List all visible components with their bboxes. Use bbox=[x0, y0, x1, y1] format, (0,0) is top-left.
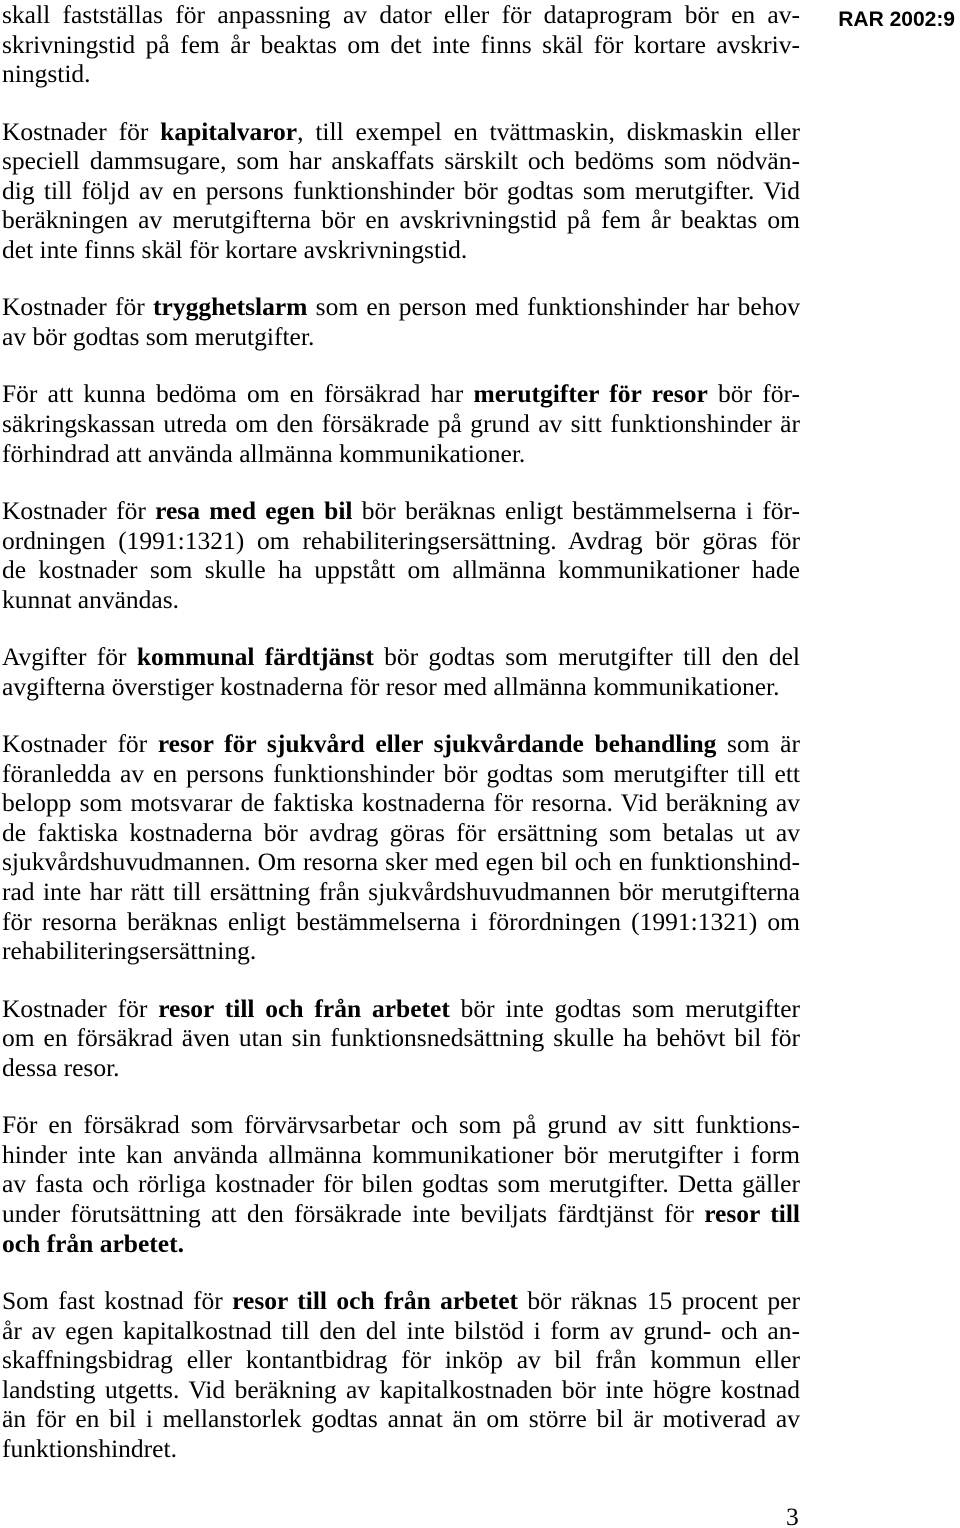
text-line bbox=[2, 235, 800, 265]
text-line bbox=[2, 1140, 800, 1170]
bold-term: kapitalvaror bbox=[160, 116, 298, 146]
text-line bbox=[2, 1110, 800, 1140]
text-run: skrivningstid på fem år beaktas om det inte finns skäl för kortare avskriv- bbox=[2, 29, 800, 59]
bold-term: resor till och från arbetet bbox=[158, 993, 450, 1023]
text-run: föranledda av en persons funktionshinder bör godtas som merutgifter till ett bbox=[2, 758, 800, 788]
text-line bbox=[2, 672, 800, 702]
text-line bbox=[2, 936, 800, 966]
text-run: speciell dammsugare, som har anskaffats särskilt och bedöms som nödvän- bbox=[2, 146, 800, 176]
text-run: dig till följd av en persons funktionshinder bör godtas som merutgifter. Vid bbox=[2, 175, 800, 205]
text-run: Kostnader för bbox=[2, 292, 154, 322]
text-line bbox=[2, 555, 800, 585]
document-code-header: RAR 2002:9 bbox=[838, 8, 955, 31]
paragraph bbox=[2, 0, 800, 89]
text-line bbox=[2, 1286, 800, 1316]
bold-term: trygghetslarm bbox=[153, 292, 308, 322]
text-run: än för en bil i mellanstorlek godtas annat än om större bil är motiverad av bbox=[2, 1404, 800, 1434]
text-line bbox=[2, 292, 800, 322]
text-run: , till exempel en tvättmaskin, diskmaskin eller bbox=[297, 116, 800, 146]
text-line bbox=[2, 1023, 800, 1053]
text-run: Som fast kostnad för bbox=[2, 1285, 233, 1315]
text-run: hinder inte kan använda allmänna kommunikationer bör merutgifter i form bbox=[2, 1139, 800, 1169]
text-run: förhindrad att använda allmänna kommunikationer. bbox=[2, 438, 526, 468]
bold-term: kommunal färdtjänst bbox=[136, 642, 374, 672]
text-run: dessa resor. bbox=[2, 1052, 120, 1082]
text-run: Kostnader för bbox=[2, 495, 156, 525]
text-run: de faktiska kostnaderna bör avdrag göras för ersättning som betalas ut av bbox=[2, 817, 800, 847]
bold-term: resor till bbox=[704, 1198, 800, 1228]
bold-term: merutgifter för resor bbox=[473, 379, 708, 409]
text-run: för resorna beräknas enligt bestämmelserna i förordningen (1991:1321) om bbox=[2, 906, 800, 936]
text-run: funktionshindret. bbox=[2, 1433, 177, 1463]
text-line bbox=[2, 818, 800, 848]
text-line bbox=[2, 146, 800, 176]
text-run: det inte finns skäl för kortare avskrivningstid. bbox=[2, 234, 468, 264]
text-line bbox=[2, 642, 800, 672]
text-run: bör beräknas enligt bestämmelserna i för- bbox=[352, 495, 800, 525]
paragraph bbox=[2, 117, 800, 265]
bold-term: resor till och från arbetet bbox=[232, 1285, 519, 1315]
text-line bbox=[2, 585, 800, 615]
text-line bbox=[2, 1229, 800, 1259]
paragraph bbox=[2, 496, 800, 614]
text-run: bör för- bbox=[707, 379, 801, 409]
paragraph bbox=[2, 994, 800, 1083]
text-run: ningstid. bbox=[2, 59, 91, 89]
text-line bbox=[2, 379, 800, 409]
text-run: de kostnader som skulle ha uppstått om allmänna kommunikationer hade bbox=[2, 555, 800, 585]
text-run: som en person med funktionshinder har behov bbox=[307, 292, 800, 322]
text-line bbox=[2, 30, 800, 60]
text-line bbox=[2, 729, 800, 759]
text-line bbox=[2, 0, 800, 30]
text-run: beräkningen av merutgifterna bör en avskrivningstid på fem år beaktas om bbox=[2, 205, 800, 235]
text-line bbox=[2, 1053, 800, 1083]
text-run: som är bbox=[716, 729, 800, 759]
text-line bbox=[2, 176, 800, 206]
text-line bbox=[2, 1316, 800, 1346]
text-run: under förutsättning att den försäkrade inte beviljats färdtjänst för bbox=[2, 1198, 705, 1228]
text-line bbox=[2, 877, 800, 907]
text-run: år av egen kapitalkostnad till den del inte bilstöd i form av grund- och an- bbox=[2, 1315, 800, 1345]
text-run: Kostnader för bbox=[2, 729, 158, 759]
text-run: Kostnader för bbox=[2, 116, 161, 146]
text-run: belopp som motsvarar de faktiska kostnaderna för resorna. Vid beräkning av bbox=[2, 788, 800, 818]
text-line bbox=[2, 1345, 800, 1375]
text-run: avgifterna överstiger kostnaderna för resor med allmänna kommunikationer. bbox=[2, 671, 780, 701]
text-line bbox=[2, 994, 800, 1024]
text-run: Kostnader för bbox=[2, 993, 159, 1023]
paragraph bbox=[2, 1110, 800, 1258]
bold-term: och från arbetet. bbox=[2, 1228, 184, 1258]
text-run: bör räknas 15 procent per bbox=[518, 1285, 800, 1315]
text-run: säkringskassan utreda om den försäkrade på grund av sitt funktionshinder är bbox=[2, 408, 800, 438]
text-run: landsting utgetts. Vid beräkning av kapitalkostnaden bör inte högre kostnad bbox=[2, 1374, 800, 1404]
paragraph bbox=[2, 729, 800, 966]
paragraph bbox=[2, 1286, 800, 1464]
text-line bbox=[2, 322, 800, 352]
text-run: rehabiliteringsersättning. bbox=[2, 936, 257, 966]
text-run: skaffningsbidrag eller kontantbidrag för inköp av bil från kommun eller bbox=[2, 1345, 800, 1375]
text-run: bör inte godtas som merutgifter bbox=[449, 993, 800, 1023]
paragraph bbox=[2, 292, 800, 351]
bold-term: resor för sjukvård eller sjukvårdande behandling bbox=[157, 729, 717, 759]
text-run: ordningen (1991:1321) om rehabiliteringsersättning. Avdrag bör göras för bbox=[2, 525, 800, 555]
text-line bbox=[2, 788, 800, 818]
text-run: bör godtas som merutgifter till den del bbox=[373, 642, 801, 672]
text-line bbox=[2, 847, 800, 877]
paragraph bbox=[2, 642, 800, 701]
text-run: Avgifter för bbox=[2, 642, 137, 672]
text-line bbox=[2, 59, 800, 89]
text-line bbox=[2, 205, 800, 235]
page-number: 3 bbox=[786, 1502, 799, 1528]
text-line bbox=[2, 117, 800, 147]
text-line bbox=[2, 1169, 800, 1199]
bold-term: resa med egen bil bbox=[155, 495, 353, 525]
paragraph bbox=[2, 379, 800, 468]
text-line bbox=[2, 1434, 800, 1464]
text-line bbox=[2, 409, 800, 439]
document-text bbox=[2, 0, 800, 1491]
text-line bbox=[2, 1199, 800, 1229]
text-line bbox=[2, 439, 800, 469]
text-line bbox=[2, 496, 800, 526]
text-run: om en försäkrad även utan sin funktionsnedsättning skulle ha behövt bil för bbox=[2, 1023, 800, 1053]
text-run: av fasta och rörliga kostnader för bilen godtas som merutgifter. Detta gäller bbox=[2, 1169, 800, 1199]
text-run: sjukvårdshuvudmannen. Om resorna sker med egen bil och en funktionshind- bbox=[2, 847, 800, 877]
text-run: rad inte har rätt till ersättning från sjukvårdshuvudmannen bör merutgifterna bbox=[2, 877, 800, 907]
text-run: av bör godtas som merutgifter. bbox=[2, 321, 315, 351]
text-run: skall fastställas för anpassning av dator eller för dataprogram bör en av- bbox=[2, 0, 800, 29]
text-line bbox=[2, 907, 800, 937]
text-run: För en försäkrad som förvärvsarbetar och som på grund av sitt funktions- bbox=[2, 1110, 800, 1140]
text-run: kunnat användas. bbox=[2, 584, 180, 614]
text-run: För att kunna bedöma om en försäkrad har bbox=[2, 379, 474, 409]
text-line bbox=[2, 1375, 800, 1405]
text-line bbox=[2, 1404, 800, 1434]
text-line bbox=[2, 526, 800, 556]
text-line bbox=[2, 759, 800, 789]
